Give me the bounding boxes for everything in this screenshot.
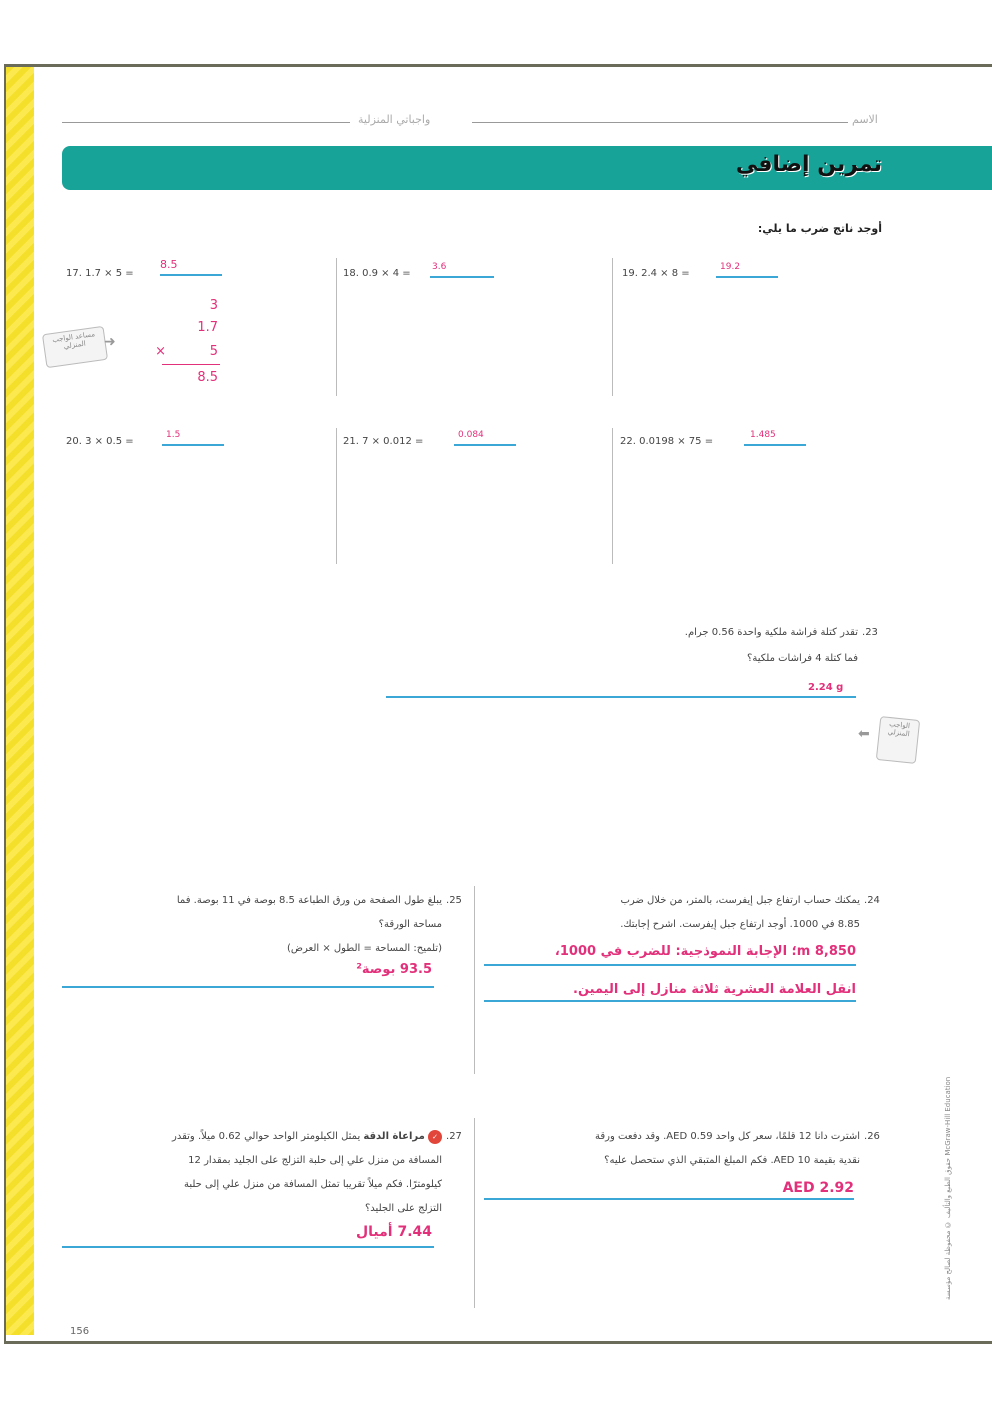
q25-line2: مساحة الورقة؟ [378, 919, 442, 930]
exercise-19-answer: 19.2 [720, 262, 741, 272]
q27-line2: المسافة من منزل علي إلى حلبة التزلج على الجليد بمقدار 12 [188, 1155, 442, 1166]
exercise-21-label: 21. 7 × 0.012 = [343, 436, 424, 447]
exercise-17-answer: 8.5 [160, 258, 178, 271]
q25-line1: يبلغ طول الصفحة من ورق الطباعة 8.5 بوصة في 11 بوصة. فما [176, 895, 442, 906]
page-number: 156 [70, 1326, 90, 1337]
exercise-21-answer: 0.084 [458, 430, 484, 440]
exercise-19-answer-line [716, 276, 778, 278]
q26-answer: AED 2.92 [782, 1180, 854, 1196]
q23-answer-line [386, 696, 856, 698]
q24-number: 24. [864, 895, 880, 906]
homework-line [62, 122, 350, 123]
name-label: الاسم [852, 113, 878, 126]
instruction-text: أوجد ناتج ضرب ما يلي: [757, 222, 882, 235]
q25-answer: 93.5 بوصة² [356, 962, 432, 977]
exercise-22-answer: 1.485 [750, 430, 776, 440]
q25-answer-line [62, 986, 434, 988]
q27-number: 27. [446, 1131, 462, 1142]
arrow-left-icon: ⬅ [858, 726, 870, 742]
work-op: × [155, 344, 166, 359]
q23-number: 23. [862, 627, 878, 638]
exercise-17-label: 17. 1.7 × 5 = [66, 268, 134, 279]
precision-badge-icon: ✓ [428, 1130, 442, 1144]
q25-hint: (تلميح: المساحة = الطول × العرض) [286, 943, 442, 954]
yellow-side-strip [6, 67, 34, 1335]
column-divider [336, 258, 337, 396]
work-top: 1.7 [197, 320, 218, 335]
q27-line4: التزلج على الجليد؟ [365, 1203, 442, 1214]
column-divider [474, 886, 475, 1074]
sticker-text: مساعد الواجب المنزلي [51, 330, 96, 351]
exercise-18-answer-line [430, 276, 494, 278]
arrow-right-icon: ➜ [104, 334, 116, 350]
q23-answer: 2.24 g [808, 682, 844, 693]
sticker-text: الواجب المنزلي [887, 720, 911, 739]
column-divider [612, 428, 613, 564]
q24-line2: 8.85 في 1000. أوجد ارتفاع جبل إيفرست. اشرح إجابتك. [620, 919, 860, 930]
name-line [472, 122, 848, 123]
column-divider [336, 428, 337, 564]
work-rule [162, 364, 220, 365]
exercise-21-answer-line [454, 444, 516, 446]
q24-answer-line1: 8,850 m؛ الإجابة النموذجية: للضرب في 1000، [554, 944, 856, 959]
column-divider [474, 1118, 475, 1308]
homework-sticker [876, 716, 920, 764]
exercise-20-answer-line [162, 444, 224, 446]
page-title: تمرين إضافي [735, 152, 882, 177]
work-bottom: 5 [209, 344, 218, 359]
exercise-22-answer-line [744, 444, 806, 446]
q27-line1: يمثل الكيلومتر الواحد حوالي 0.62 ميلاً. وتقدر [172, 1131, 361, 1142]
q27-line3: كيلومترًا. فكم ميلاً تقريبا تمثل المسافة من منزل علي إلى حلبة [183, 1179, 442, 1190]
q26-number: 26. [864, 1131, 880, 1142]
q23-line1: تقدر كتلة فراشة ملكية واحدة 0.56 جرام. [684, 627, 858, 638]
work-result: 8.5 [197, 370, 218, 385]
q23-line2: فما كتلة 4 فراشات ملكية؟ [747, 653, 858, 664]
q27-answer: 7.44 أميال [355, 1224, 432, 1240]
exercise-17-answer-line [160, 274, 222, 276]
exercise-22-label: 22. 0.0198 × 75 = [620, 436, 714, 447]
q24-answer-underline-1 [484, 964, 856, 966]
q24-answer-underline-2 [484, 1000, 856, 1002]
q27-title: مراعاة الدقة [363, 1131, 425, 1142]
exercise-18-answer: 3.6 [432, 262, 447, 272]
q24-answer-line2: انقل العلامة العشرية ثلاثة منازل إلى اليمين. [573, 982, 856, 997]
q27-answer-line [62, 1246, 434, 1248]
exercise-18-label: 18. 0.9 × 4 = [343, 268, 411, 279]
q25-number: 25. [446, 895, 462, 906]
exercise-19-label: 19. 2.4 × 8 = [622, 268, 690, 279]
copyright-sidebar: حقوق الطبع والتأليف © محفوظة لصالح مؤسسة McGraw-Hill Education [944, 1076, 952, 1300]
column-divider [612, 258, 613, 396]
q24-line1: يمكنك حساب ارتفاع جبل إيفرست، بالمتر، من خلال ضرب [620, 895, 860, 906]
exercise-20-answer: 1.5 [166, 430, 181, 440]
q26-answer-line [484, 1198, 854, 1200]
q27-heading [70, 1126, 442, 1148]
work-carry: 3 [209, 298, 218, 313]
q26-line2: نقدية بقيمة AED 10. فكم المبلغ المتبقي الذي ستحصل عليه؟ [604, 1155, 860, 1166]
q26-line1: اشترت دانا 12 قلمًا، سعر كل واحد AED 0.59. وقد دفعت ورقة [595, 1131, 860, 1142]
exercise-20-label: 20. 3 × 0.5 = [66, 436, 134, 447]
homework-label: واجباتي المنزلية [358, 113, 431, 126]
